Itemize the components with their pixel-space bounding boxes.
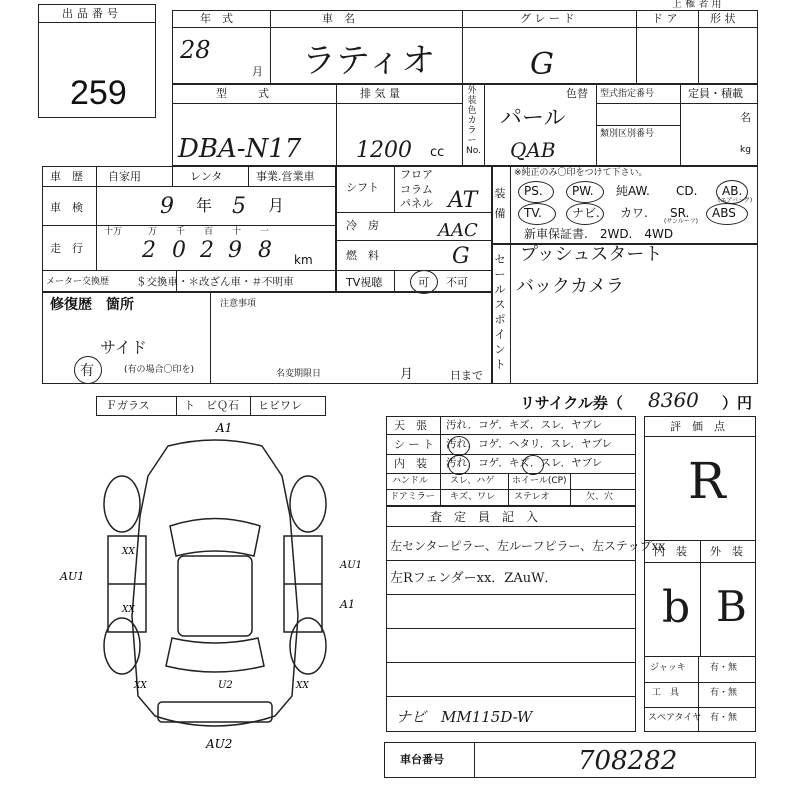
handle-label: ハンドル [392, 476, 429, 486]
displacement-value: 1200 [356, 138, 412, 163]
year-value: 28 [180, 36, 211, 64]
inspection-month-unit: 月 [268, 196, 285, 215]
equipment-label: 装備 [494, 187, 506, 220]
repair-yes: 有 [80, 363, 94, 379]
model-label: 型 式 [216, 87, 279, 100]
inspector-label: 査 定 員 記 入 [430, 510, 539, 524]
capacity-unit-persons: 名 [740, 111, 751, 124]
mileage-digit-3: 2 [200, 238, 214, 263]
tv-yes: 可 [418, 276, 429, 289]
glass-crack: ヒビワレ [258, 399, 302, 412]
score-value: R [688, 452, 726, 510]
inspection-year: 9 [160, 194, 174, 219]
ac-label: 冷 房 [346, 219, 379, 232]
history-label: 車 歴 [50, 170, 83, 183]
jack-opts: 有・無 [710, 663, 738, 673]
equip-leather: カワ. [620, 206, 648, 220]
stereo-label: ステレオ [514, 492, 550, 502]
mirror-label: ドアミラー [390, 492, 435, 502]
repair-note: (有の場合〇印を) [124, 365, 195, 375]
lot-number: 259 [70, 74, 127, 112]
top-right-label: 上 権 者 用 [672, 0, 722, 10]
shift-option-panel: パネル [400, 197, 433, 210]
tv-label: TV視聴 [346, 276, 383, 289]
lot-label: 出品番号 [62, 7, 122, 20]
sales-point-line-2: バックカメラ [516, 276, 624, 297]
digit-label-3: 百 [204, 227, 214, 237]
wheel-front-right [290, 476, 326, 532]
rename-month: 月 [400, 367, 414, 382]
mark-a1-right: A1 [340, 598, 355, 611]
glass-chip: ト ビＱ石 [184, 399, 239, 412]
tv-no: 不可 [446, 276, 468, 289]
equip-navi: ナビ. [572, 206, 600, 220]
recycle-label: リサイクル券（ [520, 394, 623, 412]
sales-point-box [492, 244, 758, 384]
equip-ab: AB. [722, 184, 743, 198]
cond-seat-dirty-circle [448, 436, 470, 456]
color-code: QAB [510, 138, 556, 162]
equipment-note: ※純正のみ〇印をつけて下さい。 [514, 168, 648, 178]
displacement-label: 排 気 量 [360, 87, 400, 100]
mark-xx-4: XX [296, 681, 309, 691]
equip-ps: PS. [524, 184, 543, 198]
repair-yes-circle [74, 356, 102, 384]
ac-value: AAC [438, 220, 478, 241]
circle-pw [566, 181, 604, 203]
capacity-label: 定員・積載 [688, 87, 743, 100]
history-rental: レンタ [190, 170, 223, 183]
equip-ab-note: (エアバック) [718, 197, 753, 204]
car-roof [178, 556, 252, 636]
spare-opts: 有・無 [710, 713, 738, 723]
mileage-digit-1: 2 [142, 238, 156, 263]
cond-seat-label: シ ー ト [394, 438, 434, 451]
jack-label: ジャッキ [650, 663, 686, 673]
meter-text: ＄交換車・＊改ざん車・＃不明車 [136, 276, 294, 288]
equip-pw: PW. [572, 184, 594, 198]
tv-yes-circle [410, 270, 438, 294]
car-name-label: 車 名 [322, 12, 355, 25]
car-name-value: ラティオ [302, 41, 436, 81]
color-label: 外装色カラーNo. [466, 86, 481, 156]
inspection-year-unit: 年 [196, 196, 213, 215]
inspector-line-2: 左Rフェンダーxx．ΖAuW． [390, 571, 558, 586]
digit-label-2: 千 [176, 227, 186, 237]
equip-sr: SR. [670, 206, 690, 220]
inspection-month: 5 [232, 194, 246, 219]
cond-interior-label: 内 装 [394, 457, 427, 470]
handle-text: スレ、ハゲ [450, 476, 495, 486]
inspector-line-6: ナビ MM115D-W [396, 708, 533, 726]
rename-label: 名変期限日 [276, 369, 322, 379]
grade-label: グ レ ー ド [520, 12, 575, 25]
mark-au1-left: AU1 [60, 570, 85, 583]
month-label: 月 [252, 65, 263, 78]
car-windshield [170, 519, 260, 557]
cond-ceiling-text: 汚れ．コゲ．キズ．スレ．ヤブレ [446, 419, 603, 431]
car-rear-bumper [158, 702, 272, 722]
spare-label: スペアタイヤ [648, 713, 702, 723]
digit-label-1: 万 [148, 227, 158, 237]
category-label: 類別区別番号 [600, 129, 655, 139]
fuel-label: 燃 料 [346, 249, 379, 262]
shift-value: AT [448, 188, 478, 213]
cond-interior-text: 汚れ．コゲ．キズ．スレ．ヤブレ [446, 457, 603, 469]
exterior-label: 外 装 [710, 545, 743, 558]
circle-ps [518, 181, 554, 203]
shift-option-column: コラム [400, 183, 433, 196]
cond-seat-text: 汚れ．コゲ．ヘタリ．スレ．ヤブレ [446, 438, 613, 450]
caution-label: 注意事項 [220, 299, 257, 309]
circle-tv [518, 203, 556, 225]
shape-label: 形 状 [710, 12, 736, 25]
equip-sr-note: (サンルーフ) [664, 218, 698, 225]
repair-value: サイド [100, 338, 147, 357]
year-label: 年 式 [200, 12, 233, 25]
history-box [42, 166, 336, 292]
rename-day: 日まで [450, 369, 483, 382]
sales-point-line-1: プッシュスタート [520, 244, 663, 265]
displacement-unit: cc [430, 145, 445, 160]
stereo-text: 欠、穴 [586, 492, 614, 502]
equip-tv: TV. [524, 206, 542, 220]
mileage-label: 走 行 [50, 242, 83, 255]
mileage-unit: km [294, 253, 313, 267]
recycle-value: 8360 [648, 388, 699, 412]
equip-row3: 新車保証書. 2WD. 4WD [524, 227, 674, 241]
circle-abs [706, 203, 748, 225]
history-private: 自家用 [108, 170, 141, 183]
interior-label: 内 装 [654, 545, 687, 558]
score-label: 評 価 点 [670, 420, 725, 433]
color-change-label: 色替 [566, 87, 588, 100]
grade-value: G [530, 47, 554, 82]
mark-u2: U2 [218, 680, 233, 691]
car-diagram [50, 416, 380, 756]
history-business: 事業.営業車 [256, 170, 315, 183]
cond-ceiling-label: 天 張 [394, 419, 427, 432]
door-label: ド ア [652, 12, 678, 25]
inspection-label: 車 検 [50, 201, 83, 214]
fuel-value: G [452, 244, 470, 269]
shift-label: シフト [346, 181, 379, 194]
repair-label: 修復歴 箇所 [50, 297, 134, 313]
model-value: DBA-N17 [178, 134, 302, 164]
equip-cd: CD. [676, 184, 698, 198]
shift-option-floor: フロア [400, 168, 433, 181]
tools-opts: 有・無 [710, 688, 738, 698]
interior-value: b [662, 582, 691, 633]
mileage-digit-2: 0 [172, 238, 186, 263]
cond-interior-dirty-circle [448, 455, 470, 475]
mark-xx-2: XX [122, 605, 135, 615]
mark-xx-3: XX [134, 681, 147, 691]
wheel-label: ホイール(CP) [512, 476, 567, 486]
car-body-outline [132, 440, 298, 726]
mileage-digit-4: 9 [228, 238, 242, 263]
tools-label: 工 具 [652, 688, 680, 698]
car-rear-window [166, 638, 264, 672]
equip-aw: 純AW. [616, 184, 650, 198]
mark-au2: AU2 [206, 737, 233, 751]
type-designation-label: 型式指定番号 [600, 89, 655, 99]
digit-label-0: 十万 [104, 227, 123, 237]
cond-interior-scratch-circle [522, 455, 544, 475]
chassis-value: 708282 [578, 746, 678, 776]
equip-abs: ABS [712, 206, 736, 220]
circle-navi [566, 203, 604, 225]
digit-label-5: 一 [260, 227, 270, 237]
mirror-text: キズ、ワレ [450, 492, 496, 502]
inspector-line-1: 左センターピラー、左ルーフピラー、左ステップxx [390, 539, 666, 553]
capacity-unit-kg: kg [740, 145, 751, 155]
meter-label: メーター交換歴 [46, 277, 110, 287]
recycle-unit: ）円 [722, 394, 753, 412]
digit-label-4: 十 [232, 227, 242, 237]
chassis-label: 車台番号 [400, 753, 444, 766]
exterior-value: B [716, 582, 747, 631]
mark-au1-right: AU1 [340, 560, 363, 571]
mileage-digit-5: 8 [258, 238, 272, 263]
wheel-front-left [104, 476, 140, 532]
mark-a1-top: A1 [216, 421, 233, 435]
glass-label: Ｆガラス [106, 399, 150, 412]
mark-xx-1: XX [122, 547, 135, 557]
circle-ab [716, 180, 748, 204]
color-value: パール [500, 106, 566, 131]
sales-point-label: セールスポイント [494, 253, 506, 371]
